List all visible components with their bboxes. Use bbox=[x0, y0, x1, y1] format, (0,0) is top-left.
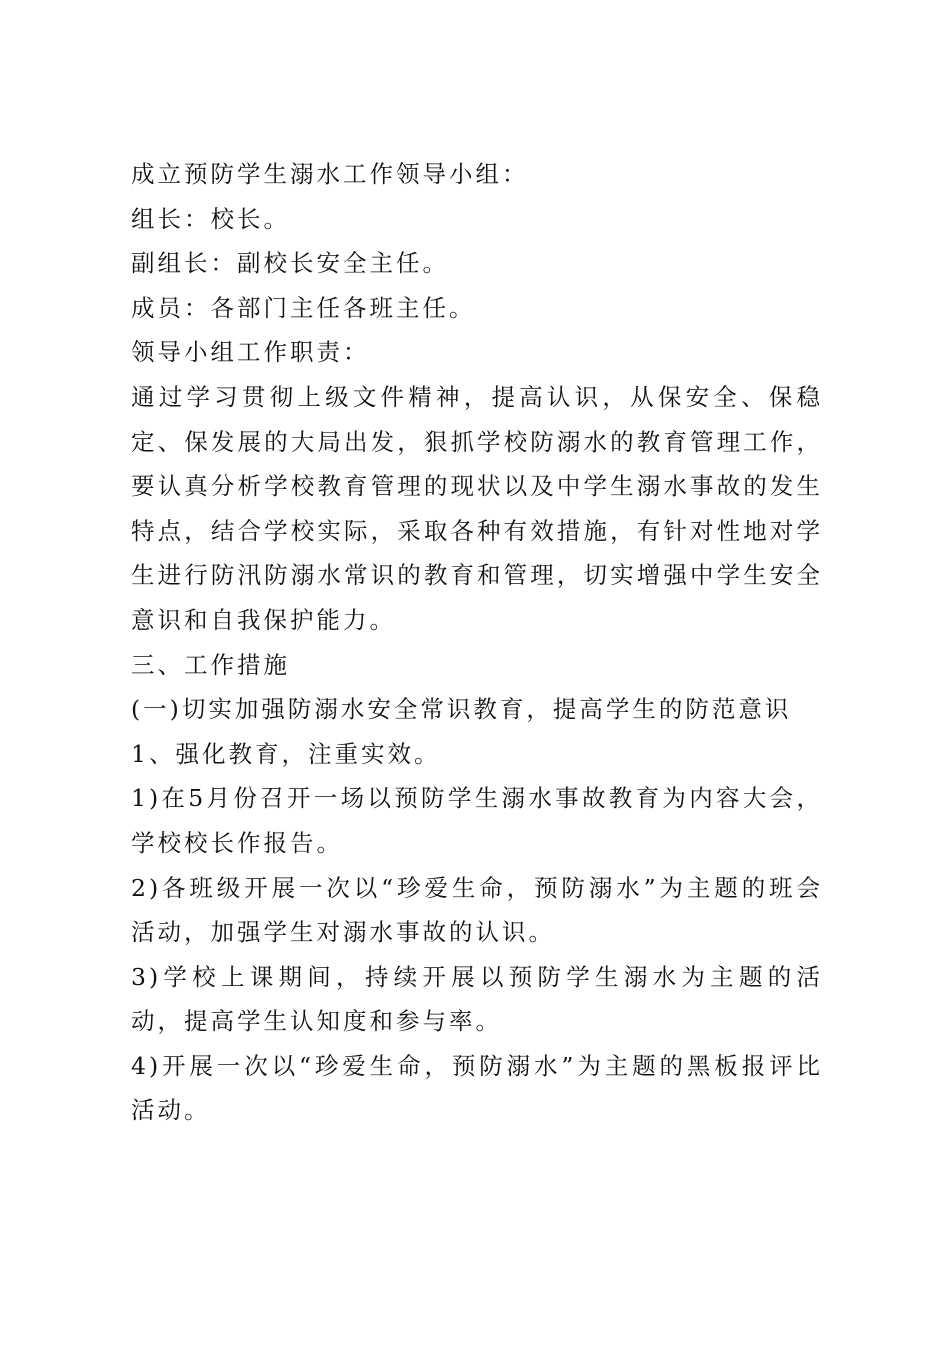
paragraph-responsibilities-body: 通过学习贯彻上级文件精神，提高认识，从保安全、保稳定、保发展的大局出发，狠抓学校防溺水的教育管理工作，要认真分析学校教育管理的现状以及中学生溺水事故的发生特点，结合学校实际，采取各种有效措施，有针对性地对学生进行防汛防溺水常识的教育和管理，切实增强中学生安全意识和自我保护能力。 bbox=[131, 382, 823, 634]
item-strengthen-education: 1、强化教育，注重实效。 bbox=[131, 739, 441, 768]
paragraph-members: 成员：各部门主任各班主任。 bbox=[131, 293, 476, 322]
document-body bbox=[131, 152, 823, 1133]
subsection-heading-safety-education: (一)切实加强防溺水安全常识教育，提高学生的防范意识 bbox=[131, 695, 792, 724]
paragraph-responsibilities-heading: 领导小组工作职责： bbox=[131, 338, 370, 367]
list-item-4: 4)开展一次以“珍爱生命，预防溺水”为主题的黑板报评比活动。 bbox=[131, 1051, 823, 1125]
paragraph-leadership-group-title: 成立预防学生溺水工作领导小组： bbox=[131, 160, 529, 188]
list-item-3: 3)学校上课期间，持续开展以预防学生溺水为主题的活动，提高学生认知度和参与率。 bbox=[131, 962, 823, 1036]
paragraph-group-leader: 组长：校长。 bbox=[131, 204, 290, 233]
paragraph-deputy-leader: 副组长：副校长安全主任。 bbox=[131, 249, 449, 278]
list-item-2: 2)各班级开展一次以“珍爱生命，预防溺水”为主题的班会活动，加强学生对溺水事故的认识。 bbox=[131, 873, 823, 947]
list-item-1: 1)在5月份召开一场以预防学生溺水事故教育为内容大会，学校校长作报告。 bbox=[131, 784, 823, 857]
section-heading-work-measures: 三、工作措施 bbox=[131, 650, 290, 679]
